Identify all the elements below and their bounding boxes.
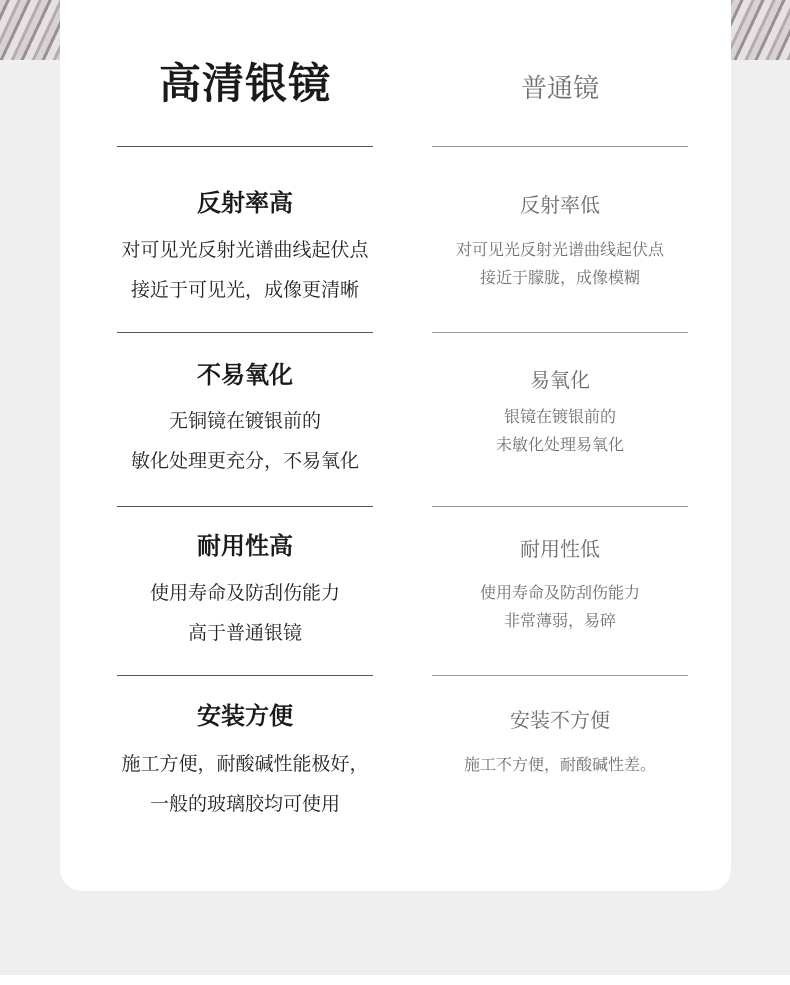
left-section-line: 接近于可见光，成像更清晰: [130, 279, 359, 301]
left-section-line: 无铜镜在镀银前的: [168, 410, 321, 432]
right-section-line: 非常薄弱，易碎: [503, 611, 616, 630]
left-section-heading: 耐用性高: [197, 532, 293, 560]
right-section-heading: 易氧化: [530, 368, 590, 392]
divider: [117, 506, 373, 507]
left-section-line: 高于普通银镜: [187, 622, 302, 644]
right-section-line: 银镜在镀银前的: [503, 407, 616, 426]
left-section-line: 一般的玻璃胶均可使用: [149, 793, 340, 815]
divider: [432, 146, 688, 147]
left-section-line: 对可见光反射光谱曲线起伏点: [121, 239, 369, 261]
left-section-heading: 安装方便: [197, 702, 293, 730]
left-section-line: 敏化处理更充分，不易氧化: [130, 450, 359, 472]
divider: [432, 506, 688, 507]
left-column-title: 高清银镜: [158, 59, 331, 108]
divider: [432, 332, 688, 333]
comparison-card: [60, 0, 731, 891]
divider: [117, 675, 373, 676]
right-section-line: 未敏化处理易氧化: [495, 435, 624, 454]
right-column-title: 普通镜: [520, 74, 599, 104]
divider: [432, 675, 688, 676]
right-section-line: 使用寿命及防刮伤能力: [479, 583, 640, 602]
right-section-heading: 安装不方便: [510, 708, 610, 732]
right-section-heading: 反射率低: [520, 193, 600, 217]
left-section-line: 使用寿命及防刮伤能力: [149, 582, 340, 604]
right-section-line: 对可见光反射光谱曲线起伏点: [455, 240, 664, 259]
divider: [117, 332, 373, 333]
left-section-line: 施工方便，耐酸碱性能极好，: [121, 753, 369, 775]
bottom-strip: [0, 975, 790, 985]
divider: [117, 146, 373, 147]
right-section-heading: 耐用性低: [520, 537, 600, 561]
right-section-line: 接近于朦胧，成像模糊: [479, 268, 640, 287]
left-section-heading: 不易氧化: [197, 361, 293, 389]
left-section-heading: 反射率高: [197, 189, 293, 217]
right-section-line: 施工不方便，耐酸碱性差。: [463, 755, 656, 774]
